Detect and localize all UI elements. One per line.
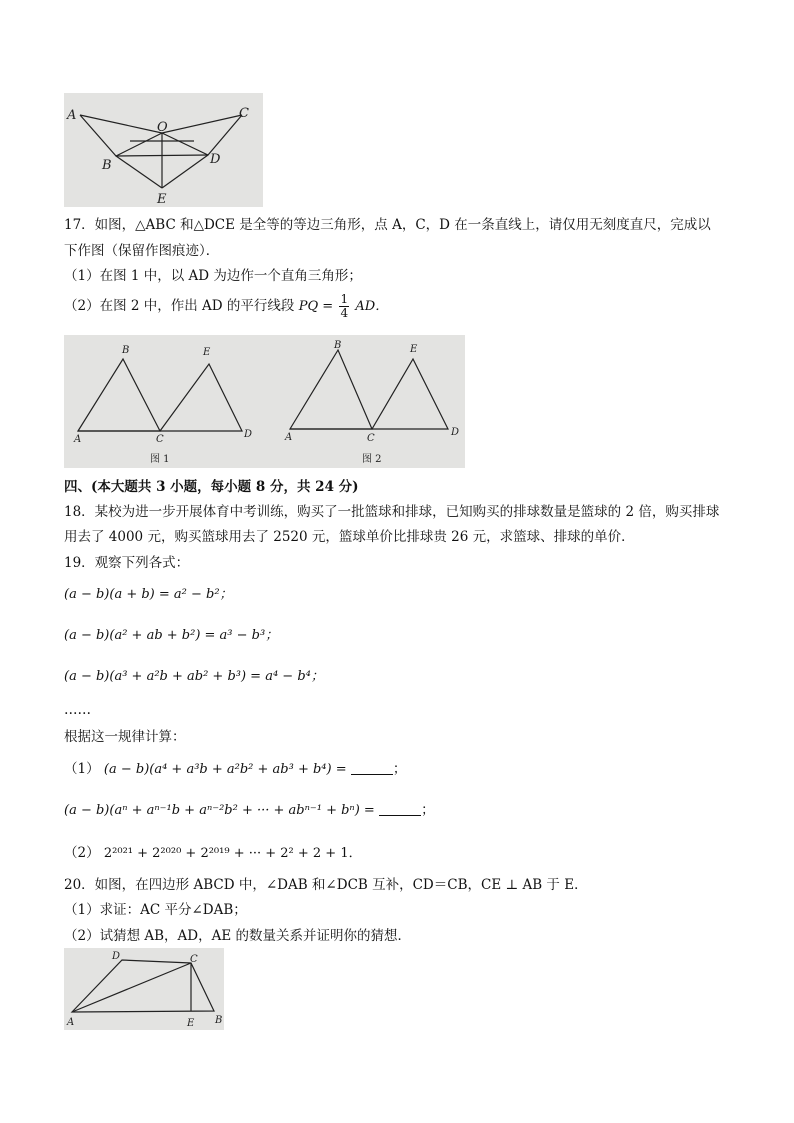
fig20-label-C: C <box>190 954 198 965</box>
q17-line2: 下作图（保留作图痕迹）． <box>64 243 220 259</box>
fig20-label-B: B <box>215 1015 223 1026</box>
fraction-one-quarter <box>339 293 349 320</box>
fig2-label-D: D <box>451 427 460 438</box>
fig1-label-D: D <box>244 429 253 440</box>
label-D: D <box>210 152 221 167</box>
label-C: C <box>239 106 249 121</box>
q19-part1-label: （1） <box>64 761 100 777</box>
q19-dots: …… <box>64 702 91 718</box>
q17-part2-prefix: （2）在图 2 中，作出 AD 的平行线段 <box>64 298 295 314</box>
q17-part2-suffix: AD． <box>355 299 389 314</box>
q17-line1: 17．如图，△ABC 和△DCE 是全等的等边三角形，点 A，C，D 在一条直线上，请仅用无刻度直尺，完成以 <box>64 217 711 233</box>
fig2-label-B: B <box>334 340 342 351</box>
q18-line2: 用去了 4000 元，购买篮球用去了 2520 元，篮球单价比排球贵 26 元，求篮球、排球的单价． <box>64 529 635 545</box>
label-O: O <box>157 120 168 135</box>
q19-part1-expr: (a − b)(a⁴ + a³b + a²b² + ab³ + b⁴) = <box>103 762 347 777</box>
caption-fig1: 图 1 <box>150 454 170 465</box>
q20-part2: （2）试猜想 AB，AD，AE 的数量关系并证明你的猜想． <box>64 928 412 944</box>
fig1-label-A: A <box>74 434 82 445</box>
figure-q17 <box>64 335 465 468</box>
figure-q20-svg <box>64 948 224 1030</box>
q19-eq3: (a − b)(a³ + a²b + ab² + b³) = a⁴ − b⁴； <box>64 669 324 684</box>
fig1-label-B: B <box>122 345 130 356</box>
q19-part1b-expr: (a − b)(aⁿ + aⁿ⁻¹b + aⁿ⁻²b² + ··· + abⁿ⁻¹ + bⁿ) = <box>64 803 375 818</box>
figure-q16 <box>64 93 263 207</box>
q18-line1: 18．某校为进一步开展体育中考训练，购买了一批篮球和排球，已知购买的排球数量是篮球的 2 倍，购买排球 <box>64 504 720 520</box>
fig1-label-C: C <box>156 434 164 445</box>
answer-blank-1[interactable] <box>351 762 393 775</box>
caption-fig2: 图 2 <box>362 454 382 465</box>
fig20-label-E: E <box>187 1018 195 1029</box>
q19-part1 <box>64 759 406 780</box>
q19-part2 <box>64 843 362 864</box>
fig20-label-D: D <box>112 951 121 962</box>
label-A: A <box>67 108 77 123</box>
q19-part1b-end: ； <box>421 802 435 818</box>
figure-q17-svg <box>64 335 465 468</box>
q17-part1: （1）在图 1 中，以 AD 为边作一个直角三角形； <box>64 268 362 284</box>
q19-part2-label: （2） <box>64 845 100 861</box>
q20-line1: 20．如图，在四边形 ABCD 中，∠DAB 和∠DCB 互补，CD＝CB，CE ⊥ AB 于 E． <box>64 877 588 893</box>
q17-part2-pq: PQ = <box>298 299 334 314</box>
fig1-label-E: E <box>203 347 211 358</box>
fraction-denominator: 4 <box>340 306 349 320</box>
label-E: E <box>157 192 167 207</box>
q19-part2-expr: 2²⁰²¹ + 2²⁰²⁰ + 2²⁰¹⁹ + ··· + 2² + 2 + 1． <box>103 846 362 861</box>
q19-part1-end: ； <box>392 761 407 777</box>
fraction-numerator: 1 <box>340 292 349 306</box>
fig20-label-A: A <box>67 1017 75 1028</box>
q19-eq2: (a − b)(a² + ab + b²) = a³ − b³； <box>64 628 279 643</box>
figure-q16-svg <box>64 93 263 207</box>
fig2-label-C: C <box>367 433 375 444</box>
q19-intro: 19．观察下列各式： <box>64 555 190 571</box>
q19-part1b <box>64 800 435 821</box>
q19-eq1: (a − b)(a + b) = a² − b²； <box>64 587 233 602</box>
q20-part1: （1）求证：AC 平分∠DAB； <box>64 902 247 918</box>
fig2-label-A: A <box>285 432 293 443</box>
q19-rule: 根据这一规律计算： <box>64 729 186 745</box>
label-B: B <box>102 158 112 173</box>
fig2-label-E: E <box>410 344 418 355</box>
answer-blank-2[interactable] <box>379 803 421 816</box>
figure-q20 <box>64 948 224 1030</box>
q17-part2 <box>64 292 388 321</box>
section-4-title: 四、(本大题共 3 小题，每小题 8 分，共 24 分) <box>64 479 359 495</box>
